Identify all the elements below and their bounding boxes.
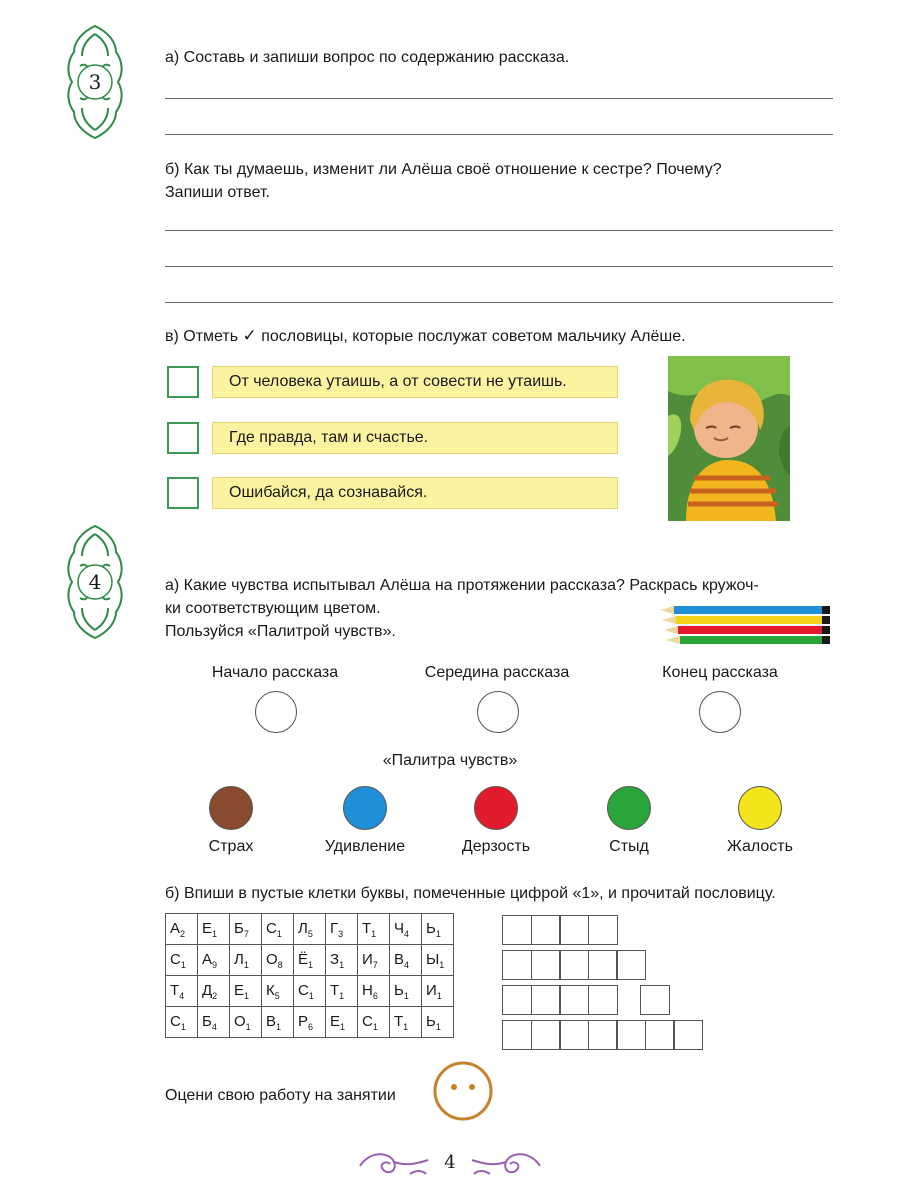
- grid-index: 1: [403, 990, 409, 1001]
- palette-label-5: Жалость: [727, 838, 793, 855]
- palette-color-1: [209, 786, 253, 830]
- grid-index: 3: [338, 928, 344, 939]
- palette-label-3: Дерзость: [461, 838, 531, 855]
- grid-letter: С: [170, 950, 181, 968]
- grid-index: 5: [274, 990, 280, 1001]
- proverb-checkbox-3[interactable]: [167, 477, 199, 509]
- grid-letter: Т: [394, 1012, 404, 1030]
- grid-cell: [390, 976, 422, 1007]
- grid-cell: [230, 976, 262, 1007]
- grid-cell: [230, 945, 262, 976]
- grid-index: 1: [308, 959, 314, 970]
- grid-index: 4: [404, 959, 410, 970]
- grid-letter: Б: [202, 1012, 212, 1030]
- task-4-number: 4: [88, 570, 102, 594]
- grid-cell: [230, 914, 262, 945]
- grid-index: 1: [212, 928, 218, 939]
- grid-letter: О: [234, 1012, 246, 1030]
- grid-letter: Д: [202, 981, 213, 999]
- grid-index: 1: [245, 1021, 251, 1032]
- grid-index: 1: [339, 990, 345, 1001]
- task-3a-text: а) Составь и запиши вопрос по содержанию рассказа.: [165, 49, 570, 66]
- answer-cell[interactable]: [645, 1020, 675, 1050]
- answer-cell[interactable]: [531, 985, 561, 1015]
- grid-letter: А: [202, 950, 213, 968]
- answer-line[interactable]: [165, 302, 833, 303]
- grid-index: 1: [435, 1021, 441, 1032]
- grid-letter: С: [362, 1012, 373, 1030]
- grid-index: 1: [371, 928, 377, 939]
- grid-cell: [358, 1007, 390, 1038]
- grid-cell: [198, 976, 230, 1007]
- grid-cell: [166, 945, 198, 976]
- grid-index: 6: [372, 990, 378, 1001]
- grid-index: 5: [307, 928, 313, 939]
- grid-index: 6: [308, 1021, 314, 1032]
- proverb-1: От человека утаишь, а от совести не утаишь.: [212, 366, 618, 398]
- grid-index: 7: [243, 928, 249, 939]
- grid-index: 1: [244, 990, 250, 1001]
- answer-cell[interactable]: [531, 915, 561, 945]
- proverb-3: Ошибайся, да сознавайся.: [212, 477, 618, 509]
- stage-label-middle: Середина рассказа: [424, 664, 570, 681]
- grid-letter: Ы: [426, 950, 440, 968]
- answer-cell[interactable]: [559, 950, 589, 980]
- grid-letter: С: [298, 981, 309, 999]
- grid-letter: Б: [234, 919, 244, 937]
- grid-index: 1: [180, 1021, 186, 1032]
- answer-cell[interactable]: [502, 915, 532, 945]
- task-4a-text-cont: ки соответствующим цветом.: [165, 600, 381, 617]
- palette-title: «Палитра чувств»: [382, 752, 518, 769]
- grid-row: [166, 914, 454, 945]
- grid-cell: [262, 945, 294, 976]
- grid-row: [166, 976, 454, 1007]
- grid-cell: [422, 945, 454, 976]
- grid-index: 1: [308, 990, 314, 1001]
- proverb-checkbox-1[interactable]: [167, 366, 199, 398]
- grid-index: 2: [180, 928, 186, 939]
- grid-letter: И: [362, 950, 373, 968]
- grid-letter: Т: [330, 981, 340, 999]
- page-number: 4: [444, 1152, 456, 1173]
- grid-letter: Ь: [426, 919, 436, 937]
- grid-index: 8: [277, 959, 283, 970]
- grid-cell: [262, 976, 294, 1007]
- grid-index: 9: [212, 959, 218, 970]
- grid-letter: Е: [202, 919, 213, 937]
- grid-index: 4: [404, 928, 410, 939]
- task-3-number: 3: [88, 70, 102, 94]
- answer-line[interactable]: [165, 134, 833, 135]
- answer-cell[interactable]: [616, 1020, 646, 1050]
- grid-row: [166, 945, 454, 976]
- stage-label-start: Начало рассказа: [211, 664, 339, 681]
- pencils-icon: [660, 606, 834, 652]
- grid-cell: [294, 945, 326, 976]
- grid-letter: Ё: [298, 950, 309, 968]
- grid-cell: [166, 914, 198, 945]
- grid-cell: [358, 945, 390, 976]
- grid-cell: [262, 1007, 294, 1038]
- answer-cell[interactable]: [588, 950, 618, 980]
- grid-cell: [390, 945, 422, 976]
- grid-letter: К: [266, 981, 275, 999]
- grid-letter: И: [426, 981, 437, 999]
- grid-index: 1: [403, 1021, 409, 1032]
- grid-letter: З: [330, 950, 340, 968]
- grid-letter: Ч: [394, 919, 404, 937]
- grid-cell: [358, 914, 390, 945]
- grid-cell: [326, 914, 358, 945]
- grid-letter: Ь: [394, 981, 404, 999]
- grid-index: 1: [276, 1021, 282, 1032]
- grid-cell: [326, 945, 358, 976]
- grid-letter: Е: [234, 981, 245, 999]
- answer-cell[interactable]: [531, 950, 561, 980]
- stage-circle-middle[interactable]: [477, 691, 519, 733]
- palette-color-3: [474, 786, 518, 830]
- answer-cell[interactable]: [640, 985, 670, 1015]
- answer-cell[interactable]: [559, 1020, 589, 1050]
- task-4a-text-cont: Пользуйся «Палитрой чувств».: [165, 623, 396, 640]
- grid-letter: В: [266, 1012, 277, 1030]
- task-3c-suffix: пословицы, которые послужат советом мальчику Алёше.: [261, 328, 686, 345]
- grid-cell: [262, 914, 294, 945]
- checkmark-icon: ✓: [242, 326, 257, 346]
- grid-index: 1: [436, 990, 442, 1001]
- stage-label-end: Конец рассказа: [662, 664, 778, 681]
- grid-cell: [294, 1007, 326, 1038]
- grid-letter: Т: [170, 981, 180, 999]
- answer-cell[interactable]: [559, 985, 589, 1015]
- grid-cell: [294, 976, 326, 1007]
- answer-cell[interactable]: [502, 950, 532, 980]
- answer-line[interactable]: [165, 266, 833, 267]
- answer-row-4: [502, 1020, 702, 1050]
- self-evaluation-text: Оцени свою работу на занятии: [165, 1087, 396, 1104]
- grid-letter: Т: [362, 919, 372, 937]
- grid-cell: [422, 914, 454, 945]
- grid-index: 1: [372, 1021, 378, 1032]
- answer-cell[interactable]: [673, 1020, 703, 1050]
- self-evaluation-face-icon[interactable]: [432, 1060, 494, 1122]
- grid-cell: [358, 976, 390, 1007]
- grid-letter: Е: [330, 1012, 341, 1030]
- grid-index: 1: [339, 959, 345, 970]
- answer-row-3: [502, 985, 669, 1015]
- palette-label-4: Стыд: [609, 838, 649, 855]
- grid-cell: [326, 976, 358, 1007]
- grid-index: 1: [439, 959, 445, 970]
- palette-color-4: [607, 786, 651, 830]
- grid-index: 1: [180, 959, 186, 970]
- answer-row-2: [502, 950, 645, 980]
- palette-label-1: Страх: [208, 838, 254, 855]
- answer-cell[interactable]: [531, 1020, 561, 1050]
- grid-letter: Л: [234, 950, 244, 968]
- letter-grid: [165, 913, 454, 1038]
- grid-cell: [422, 1007, 454, 1038]
- task-3b-text-cont: Запиши ответ.: [165, 184, 270, 201]
- grid-cell: [326, 1007, 358, 1038]
- answer-line[interactable]: [165, 230, 833, 231]
- grid-cell: [230, 1007, 262, 1038]
- footer-ornament: [350, 1140, 550, 1184]
- grid-cell: [166, 1007, 198, 1038]
- task-3c-text: [165, 325, 686, 348]
- grid-index: 1: [340, 1021, 346, 1032]
- palette-label-2: Удивление: [324, 838, 406, 855]
- proverb-checkbox-2[interactable]: [167, 422, 199, 454]
- grid-cell: [390, 1007, 422, 1038]
- grid-index: 4: [179, 990, 185, 1001]
- grid-index: 4: [211, 1021, 217, 1032]
- palette-color-5: [738, 786, 782, 830]
- answer-line[interactable]: [165, 98, 833, 99]
- grid-cell: [198, 1007, 230, 1038]
- task-4b-text: б) Впиши в пустые клетки буквы, помеченные цифрой «1», и прочитай пословицу.: [165, 885, 776, 902]
- grid-letter: Г: [330, 919, 339, 937]
- task-3-badge: [60, 22, 130, 142]
- grid-letter: Р: [298, 1012, 309, 1030]
- grid-letter: С: [266, 919, 277, 937]
- grid-index: 2: [212, 990, 218, 1001]
- grid-letter: С: [170, 1012, 181, 1030]
- proverb-2: Где правда, там и счастье.: [212, 422, 618, 454]
- grid-cell: [294, 914, 326, 945]
- grid-letter: О: [266, 950, 278, 968]
- answer-cell[interactable]: [502, 1020, 532, 1050]
- answer-cell[interactable]: [588, 1020, 618, 1050]
- grid-row: [166, 1007, 454, 1038]
- answer-row-1: [502, 915, 616, 945]
- answer-cell[interactable]: [559, 915, 589, 945]
- grid-cell: [422, 976, 454, 1007]
- grid-index: 1: [276, 928, 282, 939]
- grid-letter: А: [170, 919, 181, 937]
- grid-cell: [390, 914, 422, 945]
- grid-cell: [198, 914, 230, 945]
- task-4a-text: а) Какие чувства испытывал Алёша на протяжении рассказа? Раскрась кружоч-: [165, 577, 759, 594]
- grid-cell: [166, 976, 198, 1007]
- palette-color-2: [343, 786, 387, 830]
- grid-letter: Н: [362, 981, 373, 999]
- boy-illustration: [668, 356, 790, 521]
- grid-letter: Ь: [426, 1012, 436, 1030]
- answer-cell[interactable]: [616, 950, 646, 980]
- task-4-badge: [60, 522, 130, 642]
- answer-cell[interactable]: [588, 985, 618, 1015]
- grid-letter: Л: [298, 919, 308, 937]
- grid-index: 7: [372, 959, 378, 970]
- answer-cell[interactable]: [588, 915, 618, 945]
- answer-cell[interactable]: [502, 985, 532, 1015]
- stage-circle-start[interactable]: [255, 691, 297, 733]
- grid-index: 1: [243, 959, 249, 970]
- grid-letter: В: [394, 950, 405, 968]
- task-3c-prefix: в) Отметь: [165, 328, 239, 345]
- grid-index: 1: [435, 928, 441, 939]
- grid-cell: [198, 945, 230, 976]
- task-3b-text: б) Как ты думаешь, изменит ли Алёша своё отношение к сестре? Почему?: [165, 161, 722, 178]
- stage-circle-end[interactable]: [699, 691, 741, 733]
